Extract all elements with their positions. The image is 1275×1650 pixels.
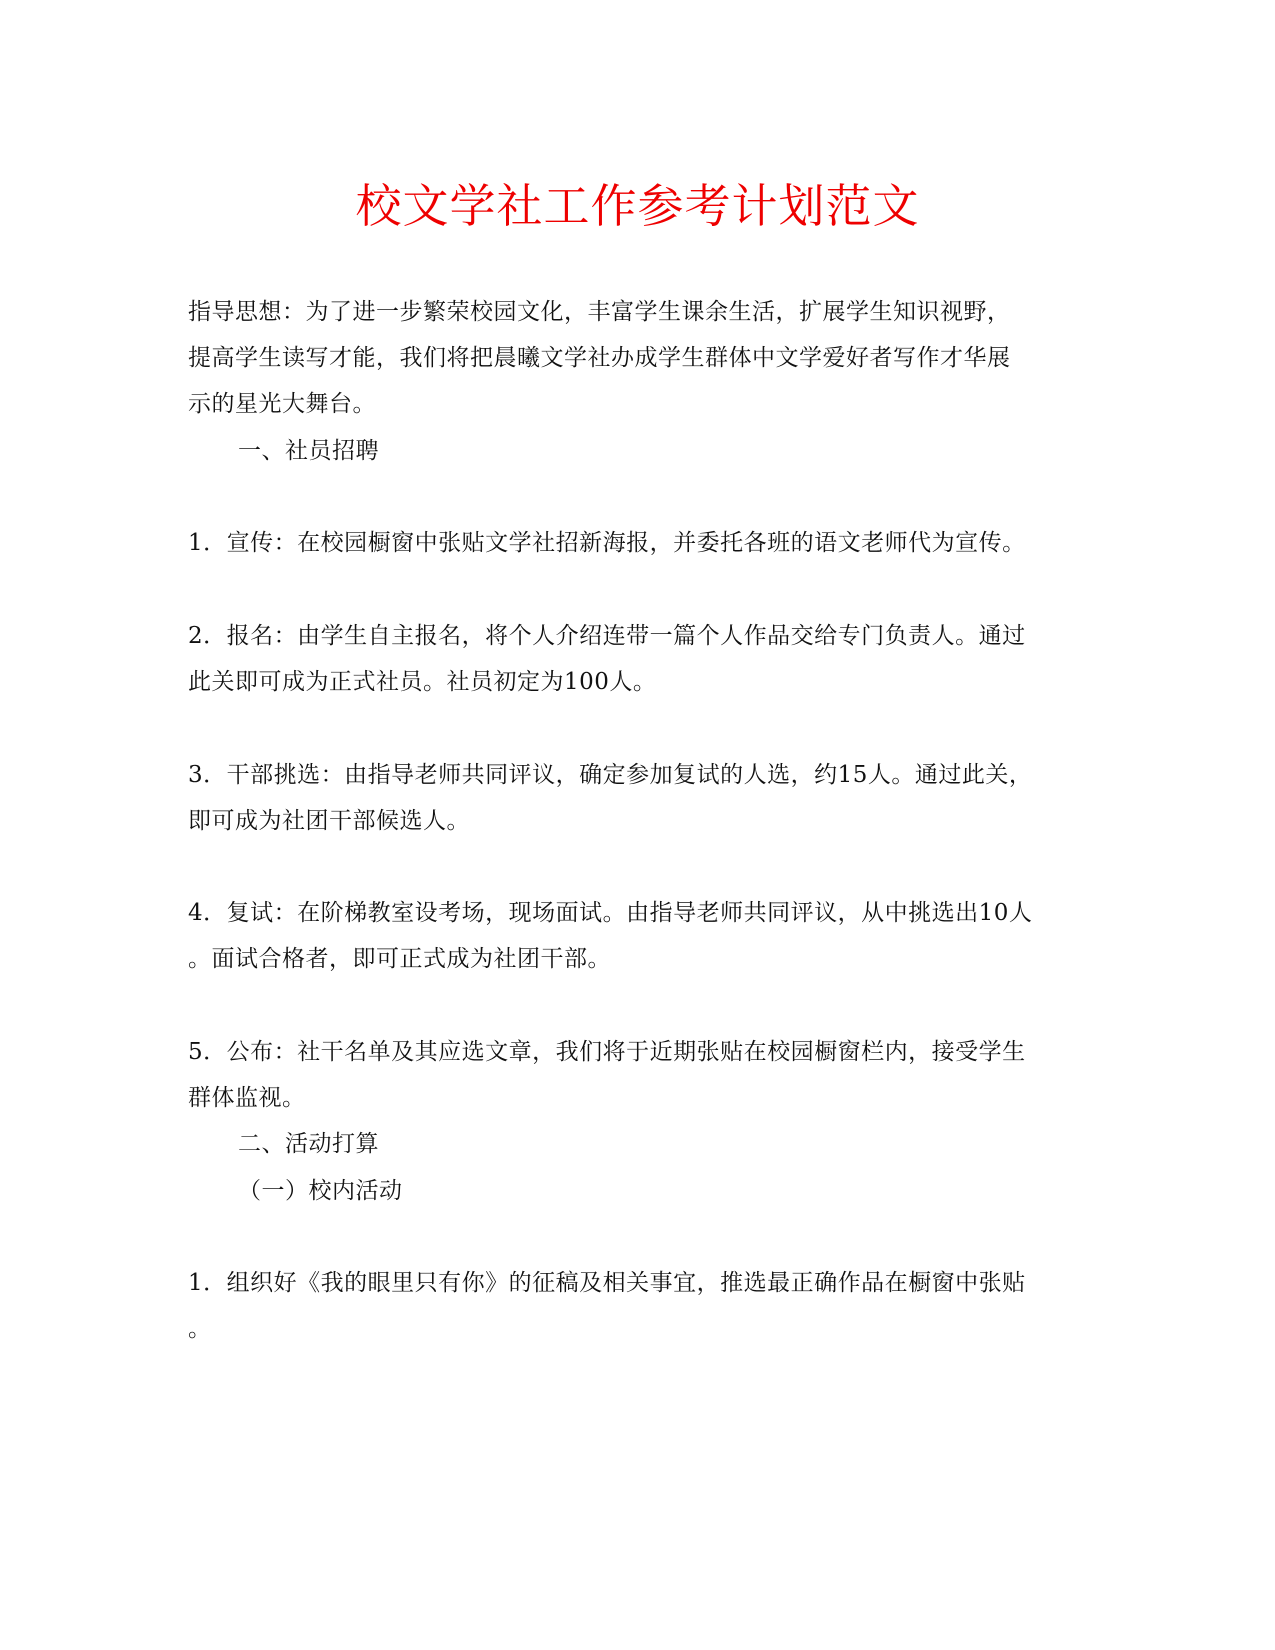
intro-line-3: 示的星光大舞台。	[188, 391, 376, 417]
item-3-line-1: 3．干部挑选：由指导老师共同评议，确定参加复试的人选，约15人。通过此关，	[188, 762, 1033, 788]
item-2-line-2: 此关即可成为正式社员。社员初定为100人。	[188, 669, 657, 695]
item-3-line-2: 即可成为社团干部候选人。	[188, 808, 470, 834]
item-5-line-2: 群体监视。	[188, 1085, 306, 1111]
item-4-line-2: 。面试合格者，即可正式成为社团干部。	[188, 946, 611, 972]
document-title: 校文学社工作参考计划范文	[355, 179, 920, 233]
section-heading-recruitment: 一、社员招聘	[238, 438, 379, 464]
activity-1-line-1: 1．组织好《我的眼里只有你》的征稿及相关事宜，推选最正确作品在橱窗中张贴	[188, 1270, 1026, 1296]
section-heading-activities: 二、活动打算	[238, 1131, 379, 1157]
intro-line-2: 提高学生读写才能，我们将把晨曦文学社办成学生群体中文学爱好者写作才华展	[188, 345, 1011, 371]
item-1-line: 1．宣传：在校园橱窗中张贴文学社招新海报，并委托各班的语文老师代为宣传。	[188, 530, 1026, 556]
item-2-line-1: 2．报名：由学生自主报名，将个人介绍连带一篇个人作品交给专门负责人。通过	[188, 623, 1026, 649]
activity-1-line-2: 。	[188, 1316, 212, 1342]
item-4-line-1: 4．复试：在阶梯教室设考场，现场面试。由指导老师共同评议，从中挑选出10人	[188, 900, 1033, 926]
item-5-line-1: 5．公布：社干名单及其应选文章，我们将于近期张贴在校园橱窗栏内，接受学生	[188, 1039, 1026, 1065]
intro-line-1: 指导思想：为了进一步繁荣校园文化，丰富学生课余生活，扩展学生知识视野，	[188, 299, 1011, 325]
subsection-heading-campus: （一）校内活动	[238, 1178, 403, 1204]
